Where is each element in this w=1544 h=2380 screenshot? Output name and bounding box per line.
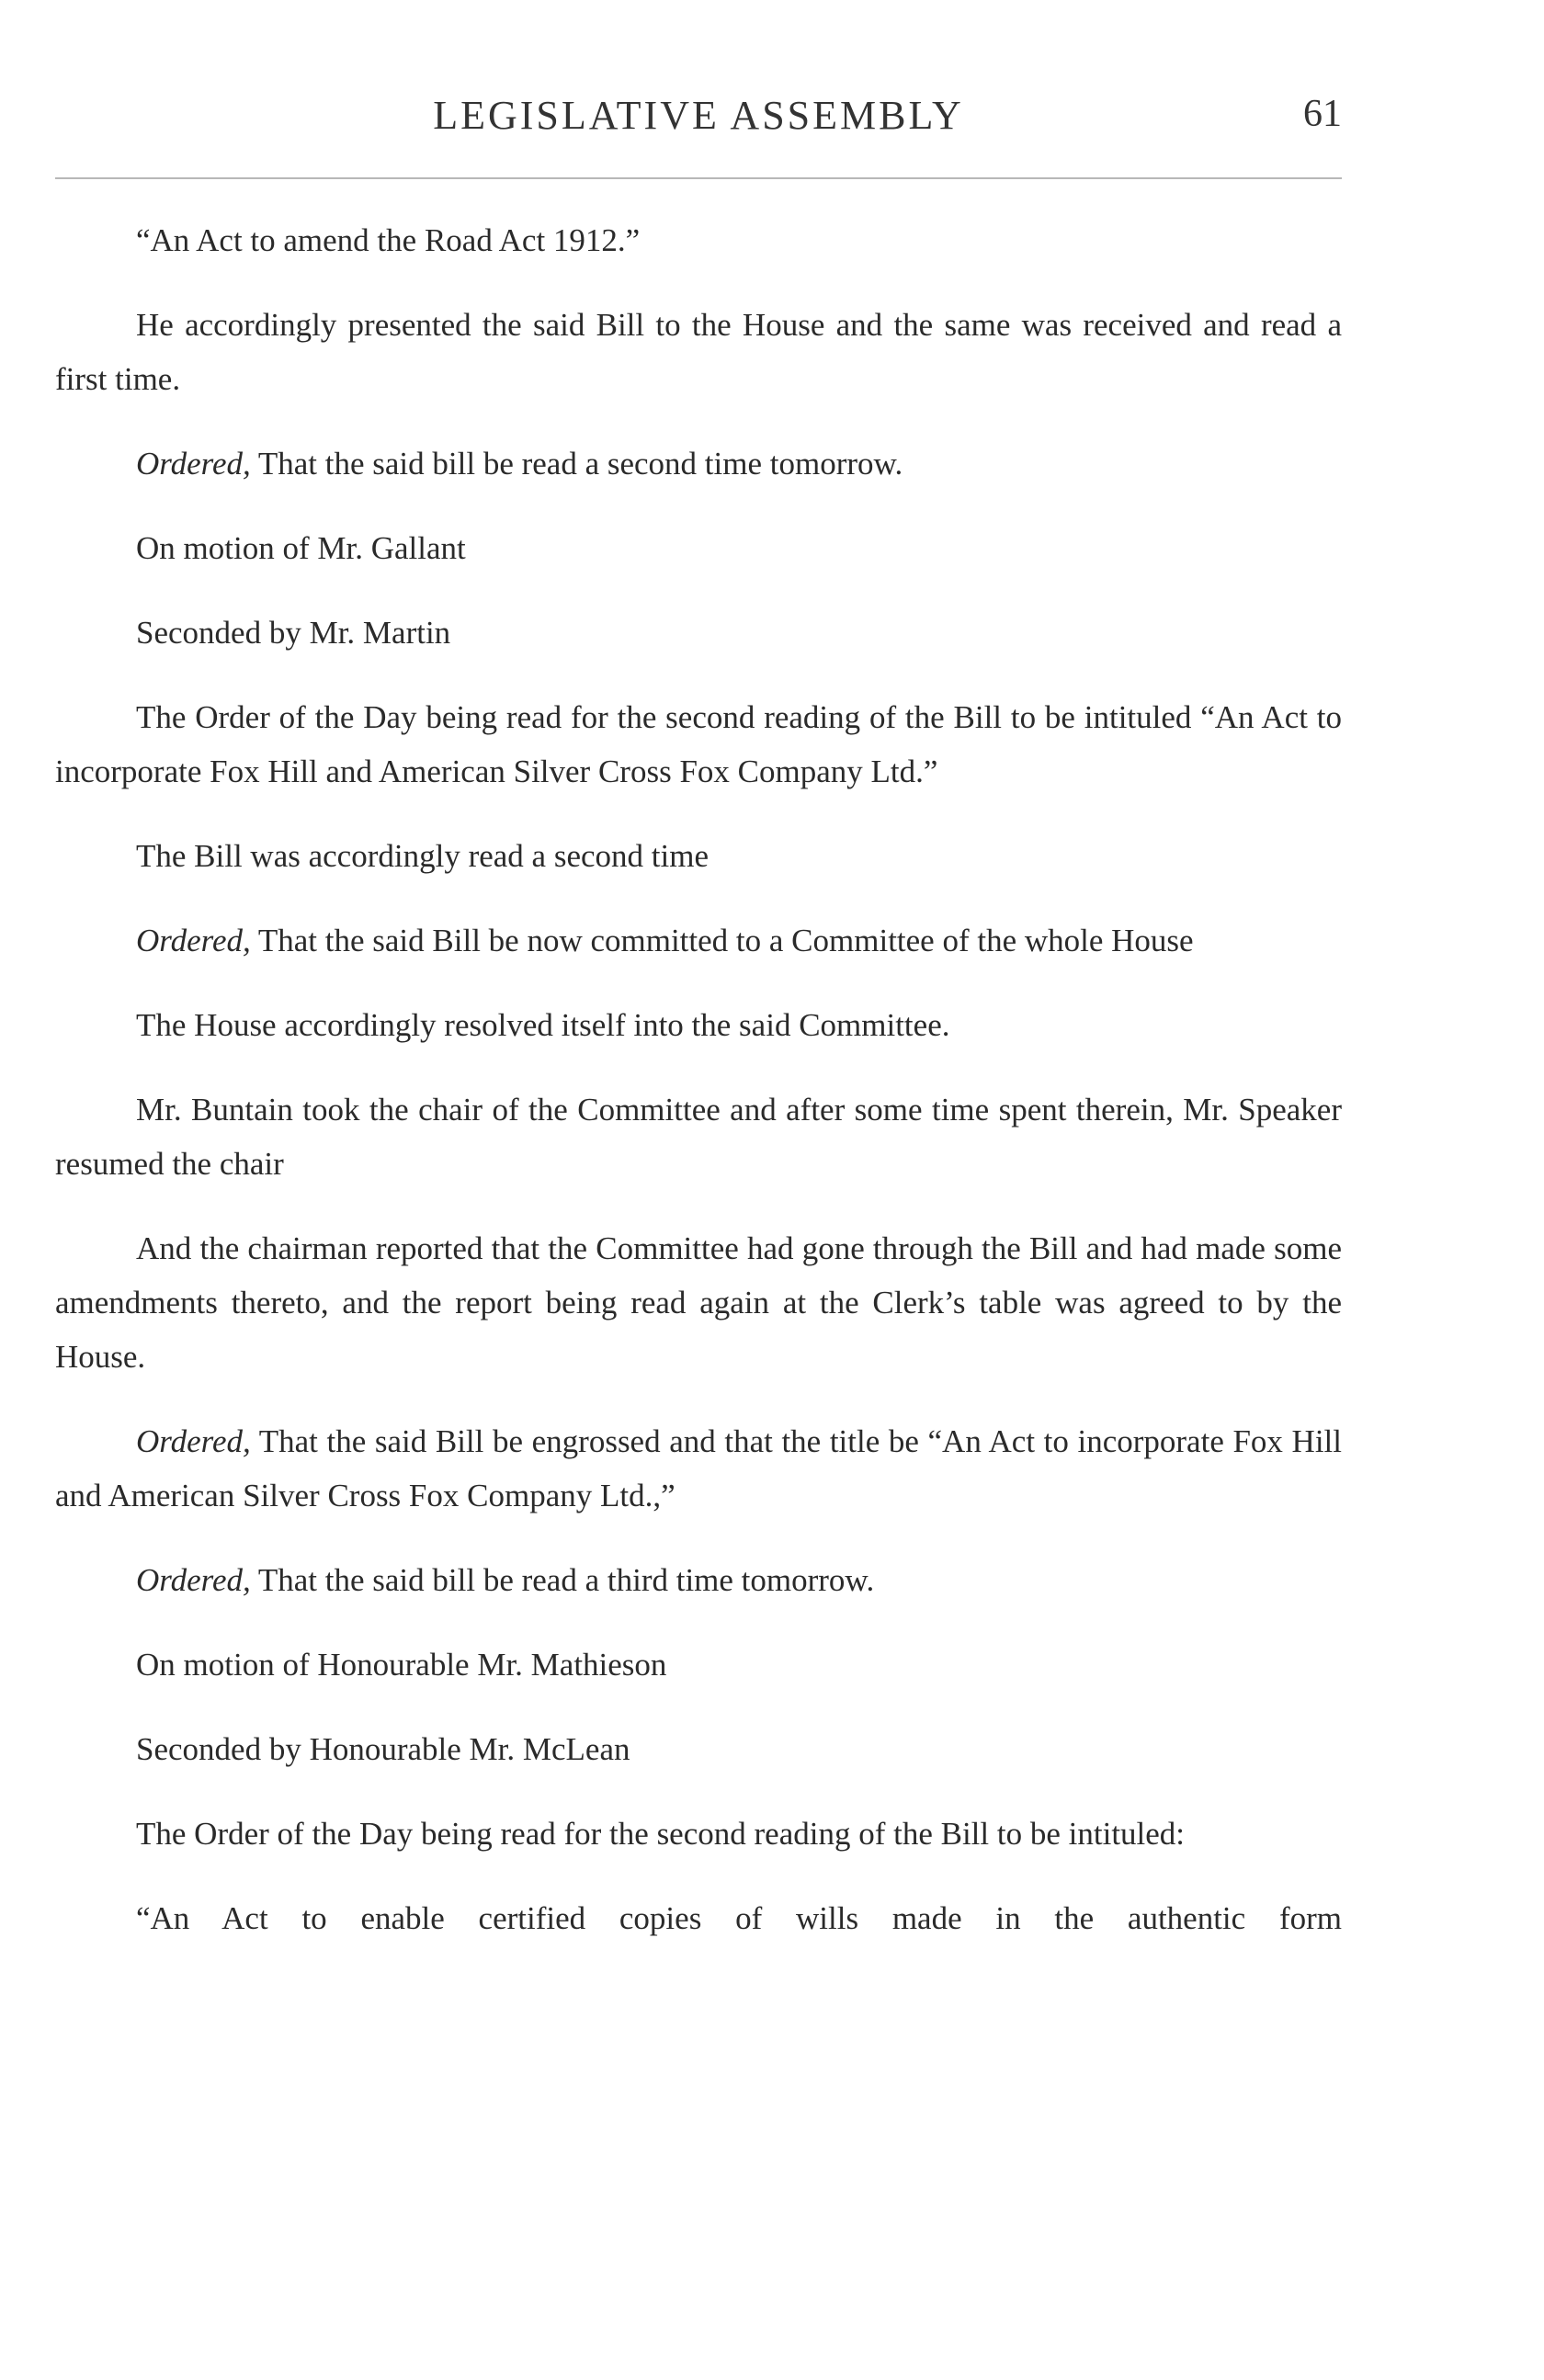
ordered-label: Ordered,: [136, 923, 251, 958]
paragraph: [55, 690, 1342, 799]
paragraph: [55, 213, 1342, 267]
paragraph-text: He accordingly presented the said Bill to the House and the same was received and read a first time.: [55, 307, 1342, 397]
ordered-label: Ordered,: [136, 446, 251, 482]
paragraph-text: That the said Bill be now committed to a Committee of the whole House: [257, 923, 1194, 958]
paragraph: [55, 1807, 1342, 1861]
page-header: [55, 92, 1342, 156]
paragraph-text: The Order of the Day being read for the second reading of the Bill to be intituled “An Act to incorporate Fox Hill and American Silver Cross Fox Company Ltd.”: [55, 699, 1342, 789]
paragraph: [55, 913, 1342, 968]
header-rule: [55, 177, 1342, 179]
paragraph: [55, 521, 1342, 575]
ordered-label: Ordered,: [136, 1562, 251, 1598]
paragraph-text: “An Act to enable certified copies of wills made in the authentic form: [136, 1900, 1342, 1936]
paragraph: [55, 1891, 1342, 1945]
paragraph: [55, 1553, 1342, 1607]
paragraph-text: Seconded by Honourable Mr. McLean: [136, 1731, 630, 1767]
paragraph: [55, 298, 1342, 406]
paragraph-text: The Order of the Day being read for the second reading of the Bill to be intituled:: [136, 1816, 1186, 1852]
paragraph-text: On motion of Honourable Mr. Mathieson: [136, 1647, 667, 1683]
paragraph-text: The Bill was accordingly read a second time: [136, 838, 709, 874]
paragraph: [55, 606, 1342, 660]
paragraph: [55, 436, 1342, 491]
paragraph-text: Seconded by Mr. Martin: [136, 615, 451, 651]
paragraph-text: “An Act to amend the Road Act 1912.”: [136, 222, 641, 258]
page-number: 61: [1303, 93, 1342, 135]
body-text: [55, 213, 1342, 1976]
paragraph: [55, 1722, 1342, 1776]
paragraph: [55, 998, 1342, 1052]
paragraph: [55, 1638, 1342, 1692]
ordered-label: Ordered,: [136, 1423, 251, 1459]
paragraph-text: That the said Bill be engrossed and that the title be “An Act to incorporate Fox Hill and American Silver Cross Fox Company Ltd.,”: [55, 1423, 1342, 1513]
paragraph-text: That the said bill be read a third time tomorrow.: [257, 1562, 875, 1598]
paragraph: [55, 1082, 1342, 1191]
paragraph-text: That the said bill be read a second time tomorrow.: [257, 446, 903, 482]
paragraph: [55, 829, 1342, 883]
running-head: LEGISLATIVE ASSEMBLY: [433, 93, 964, 138]
paragraph: [55, 1414, 1342, 1523]
paragraph-text: The House accordingly resolved itself into the said Committee.: [136, 1007, 950, 1043]
paragraph: [55, 1221, 1342, 1384]
paragraph-text: And the chairman reported that the Committee had gone through the Bill and had made some amendments thereto, and the report being read again at the Clerk’s table was agreed to by the House.: [55, 1230, 1342, 1375]
paragraph-text: Mr. Buntain took the chair of the Committee and after some time spent therein, Mr. Speaker resumed the chair: [55, 1092, 1342, 1182]
paragraph-text: On motion of Mr. Gallant: [136, 530, 466, 566]
